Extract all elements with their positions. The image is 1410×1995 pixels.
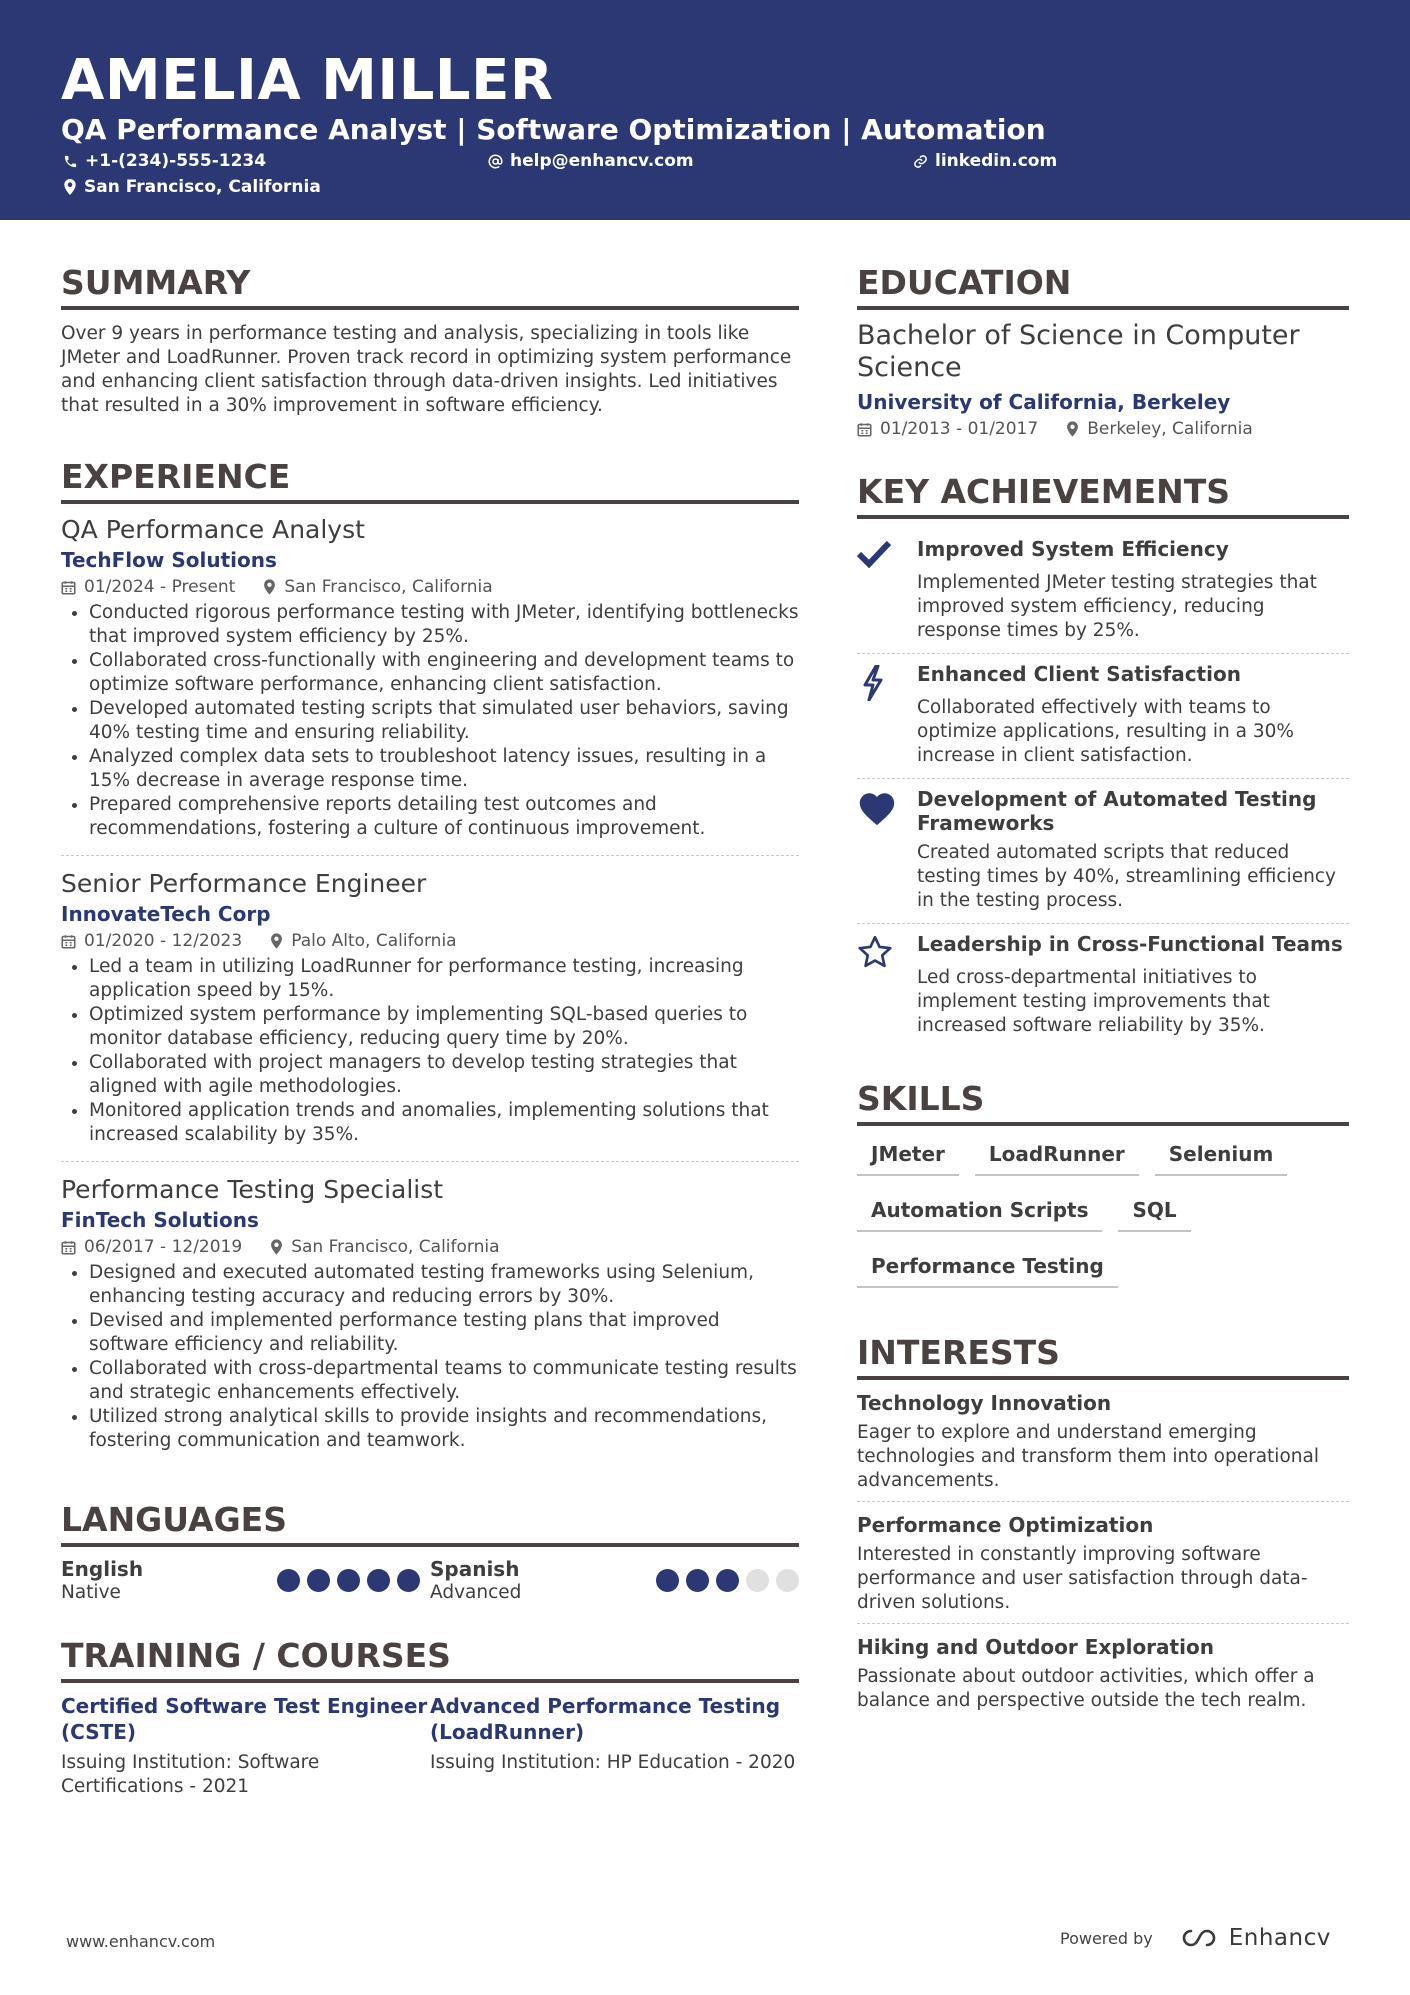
bullet-item: • Prepared comprehensive reports detailing test outcomes and recommendations, fostering a culture of continuous improvement.	[89, 793, 799, 841]
interest-title: Technology Innovation	[857, 1391, 1112, 1415]
location-pin-icon	[1066, 421, 1079, 437]
location-pin-icon	[270, 1239, 283, 1255]
rating-dot-filled	[656, 1569, 679, 1592]
education-location	[1066, 417, 1253, 441]
job-location-text: San Francisco, California	[291, 1237, 500, 1257]
calendar-icon	[857, 422, 872, 437]
location-text: San Francisco, California	[84, 177, 321, 197]
experience-section	[61, 456, 799, 1461]
bullet-item: • Monitored application trends and anomalies, implementing solutions that increased scalability by 35%.	[89, 1099, 799, 1147]
company-name: FinTech Solutions	[61, 1208, 259, 1232]
link-icon	[913, 154, 928, 169]
job-location	[270, 1235, 499, 1259]
interest-item	[857, 1390, 1349, 1493]
achievement-item	[857, 779, 1349, 923]
skill-tag: JMeter	[857, 1136, 959, 1176]
achievements-section	[857, 471, 1349, 1048]
job-dates-text: 01/2024 - Present	[84, 577, 236, 597]
course-institution: Issuing Institution: Software Certifications - 2021	[61, 1752, 320, 1797]
achievement-title: Improved System Efficiency	[917, 537, 1229, 561]
rating-dot-filled	[277, 1569, 300, 1592]
job-dates	[61, 1235, 242, 1259]
skill-tag: Selenium	[1155, 1136, 1288, 1176]
job-bullets	[61, 955, 799, 1147]
languages-section	[61, 1499, 799, 1605]
language-item	[430, 1557, 799, 1605]
job-title: Performance Testing Specialist	[61, 1175, 444, 1204]
summary-heading: SUMMARY	[61, 262, 799, 310]
bullet-item: • Collaborated with cross-departmental teams to communicate testing results and strategic enhancements effectively.	[89, 1357, 799, 1405]
candidate-name: AMELIA MILLER	[61, 48, 554, 113]
interest-desc: Passionate about outdoor activities, which offer a balance and perspective outside the tech realm.	[857, 1666, 1315, 1711]
job-bullets	[61, 1261, 799, 1453]
bullet-item: • Devised and implemented performance testing plans that improved software efficiency and reliability.	[89, 1309, 799, 1357]
job-dates-text: 01/2020 - 12/2023	[84, 931, 243, 951]
interest-desc: Interested in constantly improving software performance and user satisfaction through data-driven solutions.	[857, 1544, 1308, 1613]
email-contact[interactable]	[488, 150, 694, 172]
experience-heading: EXPERIENCE	[61, 456, 799, 504]
rating-dot-filled	[337, 1569, 360, 1592]
interests-heading: INTERESTS	[857, 1332, 1349, 1380]
training-section	[61, 1635, 799, 1799]
rating-dot-filled	[367, 1569, 390, 1592]
bullet-item: • Utilized strong analytical skills to provide insights and recommendations, fostering communication and teamwork.	[89, 1405, 799, 1453]
job-entry	[61, 1174, 799, 1461]
divider	[857, 1501, 1349, 1502]
skill-tag: LoadRunner	[975, 1136, 1139, 1176]
rating-dot-empty	[746, 1569, 769, 1592]
education-section	[857, 262, 1349, 441]
company-name: TechFlow Solutions	[61, 548, 277, 572]
achievement-icon-wrap	[857, 787, 917, 913]
education-location-text: Berkeley, California	[1087, 419, 1253, 439]
bullet-item: • Led a team in utilizing LoadRunner for performance testing, increasing application speed by 15%.	[89, 955, 799, 1003]
course-item	[61, 1693, 430, 1799]
heart-icon	[857, 790, 897, 826]
at-icon	[488, 154, 503, 169]
language-name: English	[61, 1557, 144, 1581]
footer-website[interactable]: www.enhancv.com	[66, 1932, 216, 1951]
education-meta	[857, 417, 1349, 441]
bolt-icon	[857, 665, 887, 701]
powered-by-text: Powered by	[1060, 1928, 1153, 1948]
degree: Bachelor of Science in Computer Science	[857, 320, 1300, 383]
summary-text: Over 9 years in performance testing and analysis, specializing in tools like JMeter and LoadRunner. Proven track record in optimizing system performance and enhancing client satisfaction through data-driven insights. Led initiatives that resulted in a 30% improvement in software efficiency.	[61, 323, 792, 416]
language-level: Advanced	[430, 1582, 522, 1603]
education-heading: EDUCATION	[857, 262, 1349, 310]
left-column	[61, 262, 799, 1799]
bullet-item: • Developed automated testing scripts that simulated user behaviors, saving 40% testing time and ensuring reliability.	[89, 697, 799, 745]
education-dates	[857, 417, 1038, 441]
course-title: Certified Software Test Engineer (CSTE)	[61, 1694, 428, 1744]
star-icon	[857, 935, 893, 969]
achievement-desc: Led cross-departmental initiatives to implement testing improvements that increased software reliability by 35%.	[917, 967, 1270, 1036]
footer-branding[interactable]	[1060, 1925, 1331, 1951]
course-item	[430, 1693, 799, 1799]
bullet-item: • Designed and executed automated testing frameworks using Selenium, enhancing testing accuracy and reducing errors by 30%.	[89, 1261, 799, 1309]
achievement-title: Development of Automated Testing Frameworks	[917, 787, 1317, 835]
bullet-item: • Optimized system performance by implementing SQL-based queries to monitor database efficiency, reducing query time by 20%.	[89, 1003, 799, 1051]
rating-dot-filled	[307, 1569, 330, 1592]
school-name: University of California, Berkeley	[857, 390, 1231, 414]
company-name: InnovateTech Corp	[61, 902, 271, 926]
language-rating	[649, 1569, 799, 1592]
job-location	[270, 929, 456, 953]
rating-dot-filled	[686, 1569, 709, 1592]
enhancv-logo-icon	[1177, 1927, 1221, 1949]
job-dates	[61, 575, 235, 599]
achievement-title: Enhanced Client Satisfaction	[917, 662, 1241, 686]
location-pin-icon	[263, 579, 276, 595]
language-name: Spanish	[430, 1557, 520, 1581]
interest-desc: Eager to explore and understand emerging technologies and transform them into operational advancements.	[857, 1422, 1319, 1491]
calendar-icon	[61, 580, 76, 595]
calendar-icon	[61, 934, 76, 949]
skills-list	[857, 1136, 1349, 1304]
language-item	[61, 1557, 430, 1605]
interest-title: Hiking and Outdoor Exploration	[857, 1635, 1214, 1659]
job-meta	[61, 575, 799, 599]
achievement-item	[857, 654, 1349, 778]
achievement-desc: Collaborated effectively with teams to optimize applications, resulting in a 30% increase in client satisfaction.	[917, 697, 1294, 766]
interests-section	[857, 1332, 1349, 1713]
candidate-title: QA Performance Analyst | Software Optimization | Automation	[61, 113, 1046, 146]
job-title: Senior Performance Engineer	[61, 869, 427, 898]
interest-title: Performance Optimization	[857, 1513, 1154, 1537]
bullet-item: • Conducted rigorous performance testing with JMeter, identifying bottlenecks that improved system efficiency by 25%.	[89, 601, 799, 649]
interest-item	[857, 1512, 1349, 1615]
skill-tag: Performance Testing	[857, 1248, 1118, 1288]
achievement-item	[857, 924, 1349, 1048]
skills-section	[857, 1078, 1349, 1304]
language-level: Native	[61, 1582, 121, 1603]
phone-contact[interactable]	[63, 150, 266, 172]
linkedin-text: linkedin.com	[935, 151, 1058, 171]
skill-tag: SQL	[1118, 1192, 1190, 1232]
skills-heading: SKILLS	[857, 1078, 1349, 1126]
courses-list	[61, 1693, 799, 1799]
location-pin-icon	[63, 179, 77, 195]
header	[0, 0, 1410, 220]
divider	[857, 1623, 1349, 1624]
job-dates-text: 06/2017 - 12/2019	[84, 1237, 243, 1257]
job-meta	[61, 929, 799, 953]
achievement-desc: Implemented JMeter testing strategies that improved system efficiency, reducing response times by 25%.	[917, 572, 1317, 641]
calendar-icon	[61, 1240, 76, 1255]
achievement-icon-wrap	[857, 662, 917, 768]
achievement-icon-wrap	[857, 537, 917, 643]
job-entry	[61, 868, 799, 1155]
job-dates	[61, 929, 242, 953]
bullet-item: • Collaborated with project managers to develop testing strategies that aligned with agile methodologies.	[89, 1051, 799, 1099]
interest-item	[857, 1634, 1349, 1713]
course-institution: Issuing Institution: HP Education - 2020	[430, 1752, 796, 1773]
languages-heading: LANGUAGES	[61, 1499, 799, 1547]
rating-dot-filled	[397, 1569, 420, 1592]
job-entry	[61, 514, 799, 849]
bullet-item: • Collaborated cross-functionally with engineering and development teams to optimize software performance, enhancing client satisfaction.	[89, 649, 799, 697]
course-title: Advanced Performance Testing (LoadRunner)	[430, 1694, 781, 1744]
job-location	[263, 575, 492, 599]
education-dates-text: 01/2013 - 01/2017	[880, 419, 1039, 439]
skill-tag: Automation Scripts	[857, 1192, 1102, 1232]
achievement-icon-wrap	[857, 932, 917, 1038]
achievements-heading: KEY ACHIEVEMENTS	[857, 471, 1349, 519]
divider	[61, 1161, 799, 1162]
check-icon	[857, 540, 891, 568]
language-rating	[270, 1569, 420, 1592]
right-column	[857, 262, 1349, 1713]
linkedin-contact[interactable]	[913, 150, 1057, 172]
phone-text: +1-(234)-555-1234	[85, 151, 267, 171]
achievement-item	[857, 529, 1349, 653]
rating-dot-filled	[716, 1569, 739, 1592]
job-location-text: San Francisco, California	[284, 577, 493, 597]
rating-dot-empty	[776, 1569, 799, 1592]
email-text: help@enhancv.com	[510, 151, 694, 171]
divider	[61, 855, 799, 856]
achievement-title: Leadership in Cross-Functional Teams	[917, 932, 1343, 956]
location-pin-icon	[270, 933, 283, 949]
achievement-desc: Created automated scripts that reduced testing times by 40%, streamlining efficiency in the testing process.	[917, 842, 1336, 911]
brand-name: Enhancv	[1228, 1925, 1331, 1951]
job-location-text: Palo Alto, California	[291, 931, 457, 951]
languages-list	[61, 1557, 799, 1605]
summary-section	[61, 262, 799, 418]
bullet-item: • Analyzed complex data sets to troubleshoot latency issues, resulting in a 15% decrease in average response time.	[89, 745, 799, 793]
job-bullets	[61, 601, 799, 841]
training-heading: TRAINING / COURSES	[61, 1635, 799, 1683]
job-title: QA Performance Analyst	[61, 515, 365, 544]
phone-icon	[63, 154, 78, 169]
job-meta	[61, 1235, 799, 1259]
location-contact	[63, 176, 321, 198]
